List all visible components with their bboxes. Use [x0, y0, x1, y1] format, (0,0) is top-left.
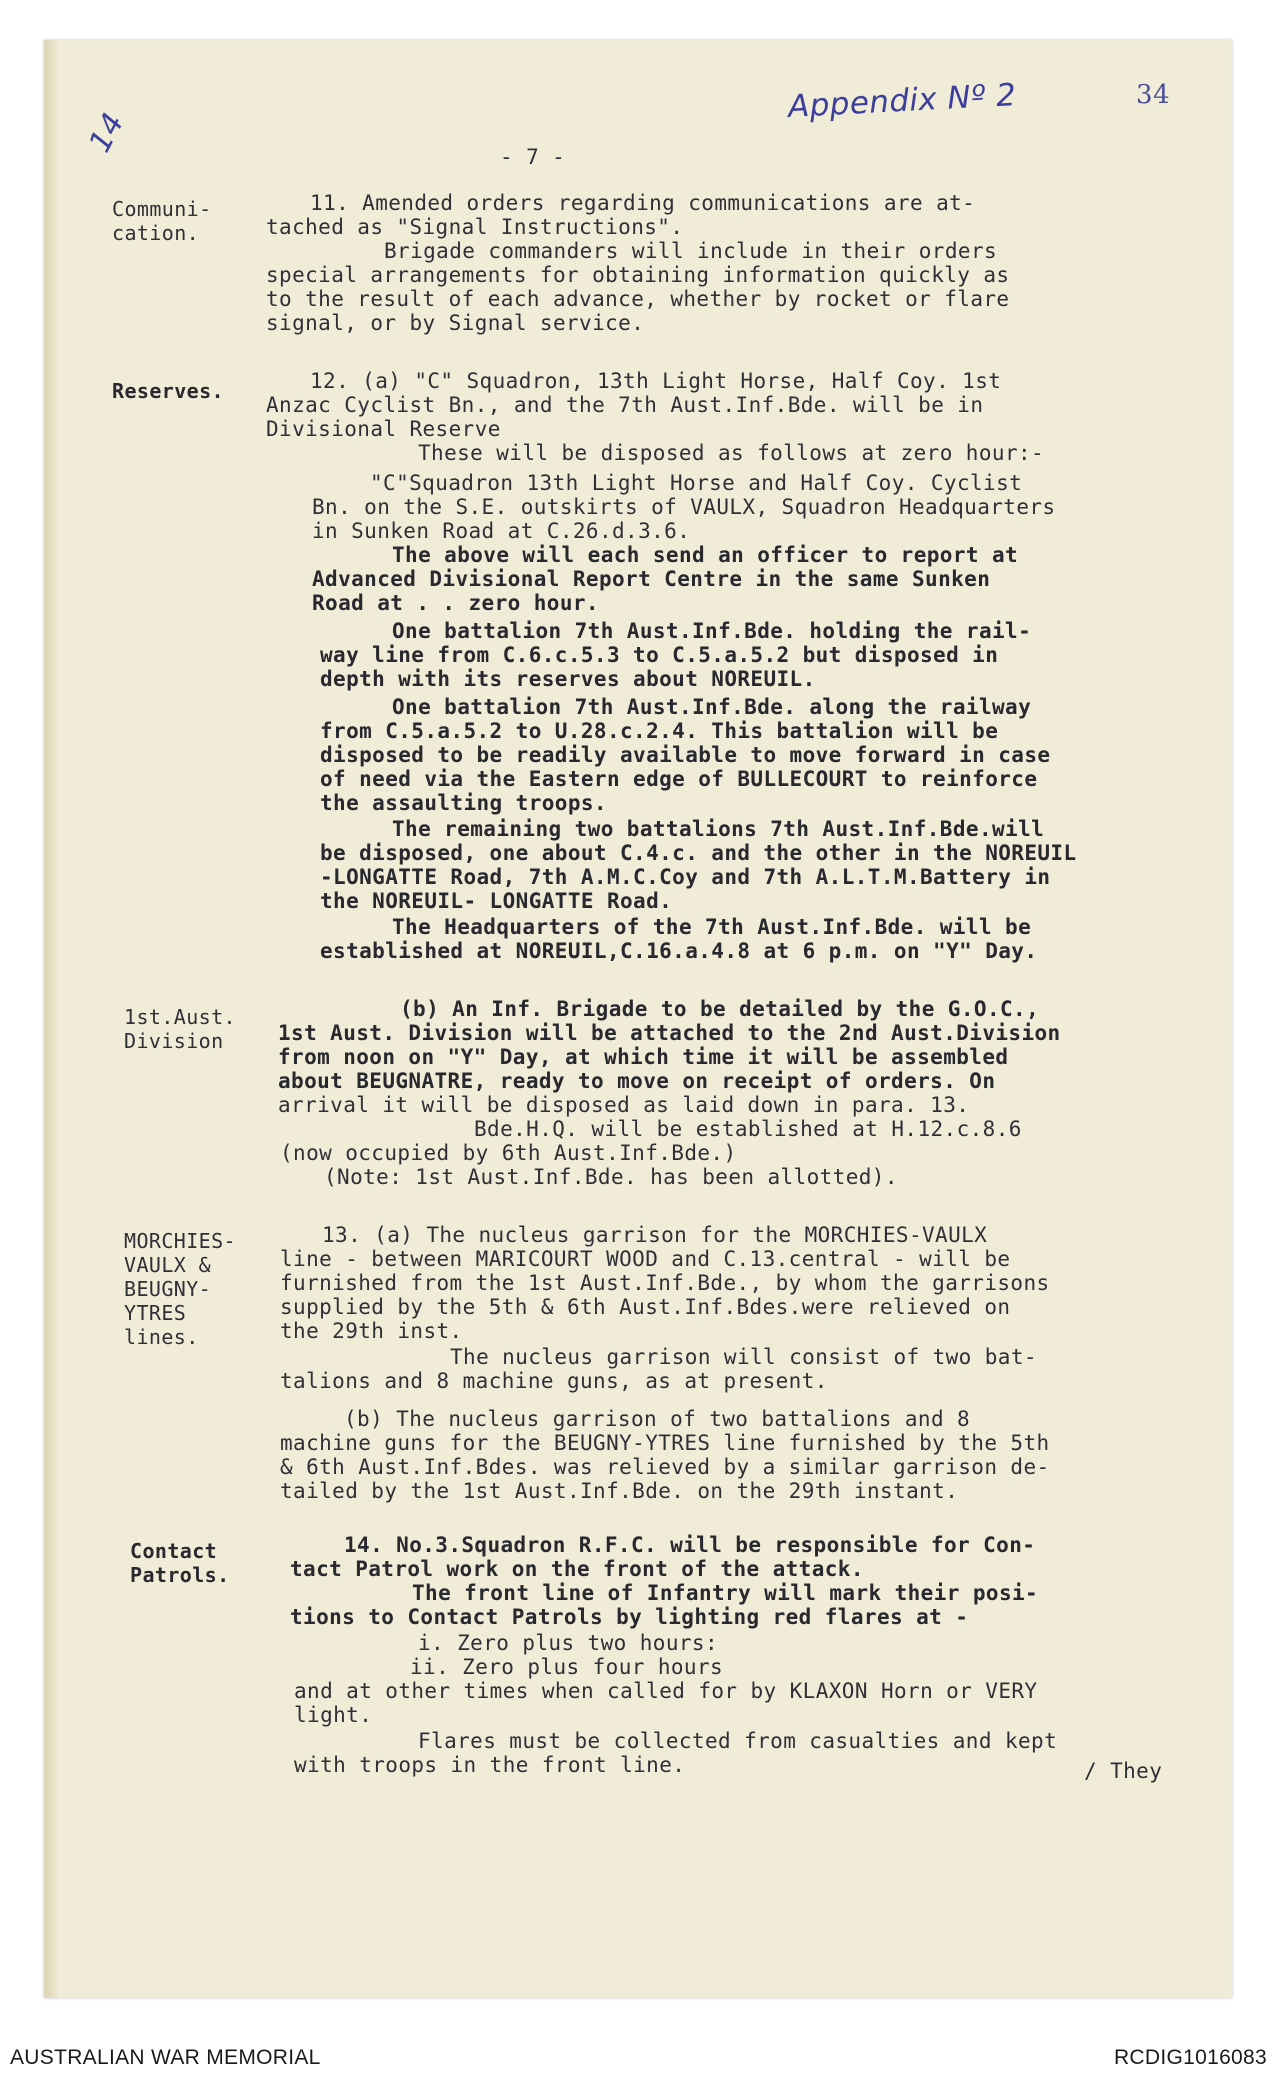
- margin-label-morchies-vaulx: VAULX &: [124, 1253, 212, 1277]
- para-13-line: furnished from the 1st Aust.Inf.Bde., by whom the garrisons: [280, 1271, 1050, 1295]
- page-number: - 7 -: [500, 145, 566, 169]
- para-12-line: Bn. on the S.E. outskirts of VAULX, Squadron Headquarters: [312, 495, 1056, 519]
- para-12b-line: (now occupied by 6th Aust.Inf.Bde.): [280, 1141, 737, 1165]
- para-12-line: 12. (a) "C" Squadron, 13th Light Horse, Half Coy. 1st: [310, 369, 1002, 393]
- para-14-line: 14. No.3.Squadron R.F.C. will be responsible for Con-: [344, 1533, 1036, 1557]
- para-13-line: & 6th Aust.Inf.Bdes. was relieved by a similar garrison de-: [280, 1455, 1050, 1479]
- para-13-line: machine guns for the BEUGNY-YTRES line furnished by the 5th: [280, 1431, 1050, 1455]
- margin-label-contact-patrols: Contact: [130, 1539, 218, 1563]
- page-fold-shadow: [44, 40, 58, 1998]
- margin-label-1st-aust-division: Division: [124, 1029, 224, 1053]
- para-12-line: These will be disposed as follows at zero hour:-: [418, 441, 1045, 465]
- margin-label-morchies-vaulx: MORCHIES-: [124, 1229, 236, 1253]
- para-12b-line: 1st Aust. Division will be attached to the 2nd Aust.Division: [278, 1021, 1061, 1045]
- margin-label-communication: Communi-: [112, 197, 212, 221]
- margin-label-morchies-vaulx: BEUGNY-: [124, 1277, 212, 1301]
- para-12-line: -LONGATTE Road, 7th A.M.C.Coy and 7th A.L.T.M.Battery in: [320, 865, 1051, 889]
- para-11-line: Brigade commanders will include in their orders: [384, 239, 998, 263]
- para-12-line: in Sunken Road at C.26.d.3.6.: [312, 519, 691, 543]
- para-11-line: 11. Amended orders regarding communications are at-: [310, 191, 976, 215]
- para-13-line: supplied by the 5th & 6th Aust.Inf.Bdes.were relieved on: [280, 1295, 1011, 1319]
- para-12-line: One battalion 7th Aust.Inf.Bde. holding the rail-: [392, 619, 1032, 643]
- para-13-line: The nucleus garrison will consist of two bat-: [450, 1345, 1037, 1369]
- para-12-line: the assaulting troops.: [320, 791, 607, 815]
- para-12-line: The Headquarters of the 7th Aust.Inf.Bde. will be: [392, 915, 1032, 939]
- margin-label-1st-aust-division: 1st.Aust.: [124, 1005, 236, 1029]
- para-12-line: Anzac Cyclist Bn., and the 7th Aust.Inf.Bde. will be in: [266, 393, 984, 417]
- para-13-line: the 29th inst.: [280, 1319, 463, 1343]
- para-12-line: depth with its reserves about NOREUIL.: [320, 667, 816, 691]
- continuation-catchword: / They: [1084, 1759, 1163, 1783]
- para-12-line: "C"Squadron 13th Light Horse and Half Coy. Cyclist: [370, 471, 1023, 495]
- para-12b-line: (b) An Inf. Brigade to be detailed by the G.O.C.,: [400, 997, 1040, 1021]
- para-14-line: and at other times when called for by KLAXON Horn or VERY: [294, 1679, 1038, 1703]
- para-12-line: The above will each send an officer to report at: [392, 543, 1019, 567]
- para-12-line: Road at . . zero hour.: [312, 591, 599, 615]
- margin-label-communication: cation.: [112, 221, 200, 245]
- para-11-line: tached as "Signal Instructions".: [266, 215, 684, 239]
- para-14-line: light.: [294, 1703, 373, 1727]
- para-13-line: tailed by the 1st Aust.Inf.Bde. on the 29th instant.: [280, 1479, 959, 1503]
- para-12b-line: about BEUGNATRE, ready to move on receipt of orders. On: [278, 1069, 996, 1093]
- footer-record-id: RCDIG1016083: [1113, 2046, 1267, 2069]
- para-14-line: i. Zero plus two hours:: [418, 1631, 718, 1655]
- margin-label-contact-patrols: Patrols.: [130, 1563, 230, 1587]
- para-13-line: (b) The nucleus garrison of two battalions and 8: [344, 1407, 971, 1431]
- para-12b-line: (Note: 1st Aust.Inf.Bde. has been allotted).: [324, 1165, 898, 1189]
- document-sheet: [44, 40, 1232, 1998]
- para-11-line: to the result of each advance, whether by rocket or flare: [266, 287, 1010, 311]
- para-13-line: 13. (a) The nucleus garrison for the MORCHIES-VAULX: [322, 1223, 988, 1247]
- folio-number: 34: [1136, 80, 1170, 110]
- margin-label-morchies-vaulx: lines.: [124, 1325, 199, 1349]
- para-12-line: Divisional Reserve: [266, 417, 501, 441]
- para-12-line: from C.5.a.5.2 to U.28.c.2.4. This battalion will be: [320, 719, 999, 743]
- para-14-line: tact Patrol work on the front of the attack.: [290, 1557, 864, 1581]
- para-12b-line: from noon on "Y" Day, at which time it will be assembled: [278, 1045, 1009, 1069]
- para-14-line: The front line of Infantry will mark their posi-: [412, 1581, 1039, 1605]
- appendix-label: Appendix Nº 2: [787, 77, 1018, 125]
- margin-label-morchies-vaulx: YTRES: [124, 1301, 187, 1325]
- para-11-line: special arrangements for obtaining information quickly as: [266, 263, 1010, 287]
- para-12b-line: arrival it will be disposed as laid down in para. 13.: [278, 1093, 970, 1117]
- footer-source-label: AUSTRALIAN WAR MEMORIAL: [10, 2046, 321, 2069]
- handwritten-page-number: 14: [82, 107, 132, 159]
- para-12-line: be disposed, one about C.4.c. and the other in the NOREUIL: [320, 841, 1077, 865]
- para-12-line: The remaining two battalions 7th Aust.Inf.Bde.will: [392, 817, 1045, 841]
- para-12-line: disposed to be readily available to move forward in case: [320, 743, 1051, 767]
- para-12-line: One battalion 7th Aust.Inf.Bde. along the railway: [392, 695, 1032, 719]
- para-12-line: way line from C.6.c.5.3 to C.5.a.5.2 but disposed in: [320, 643, 999, 667]
- para-12-line: of need via the Eastern edge of BULLECOURT to reinforce: [320, 767, 1038, 791]
- para-13-line: line - between MARICOURT WOOD and C.13.central - will be: [280, 1247, 1011, 1271]
- para-12b-line: Bde.H.Q. will be established at H.12.c.8.6: [474, 1117, 1022, 1141]
- para-13-line: talions and 8 machine guns, as at present.: [280, 1369, 828, 1393]
- para-12-line: the NOREUIL- LONGATTE Road.: [320, 889, 673, 913]
- para-14-line: tions to Contact Patrols by lighting red flares at -: [290, 1605, 969, 1629]
- para-11-line: signal, or by Signal service.: [266, 311, 645, 335]
- para-14-line: with troops in the front line.: [294, 1753, 686, 1777]
- para-14-line: ii. Zero plus four hours: [410, 1655, 724, 1679]
- para-14-line: Flares must be collected from casualties and kept: [418, 1729, 1058, 1753]
- para-12-line: Advanced Divisional Report Centre in the same Sunken: [312, 567, 991, 591]
- margin-label-reserves: Reserves.: [112, 379, 224, 403]
- para-12-line: established at NOREUIL,C.16.a.4.8 at 6 p.m. on "Y" Day.: [320, 939, 1038, 963]
